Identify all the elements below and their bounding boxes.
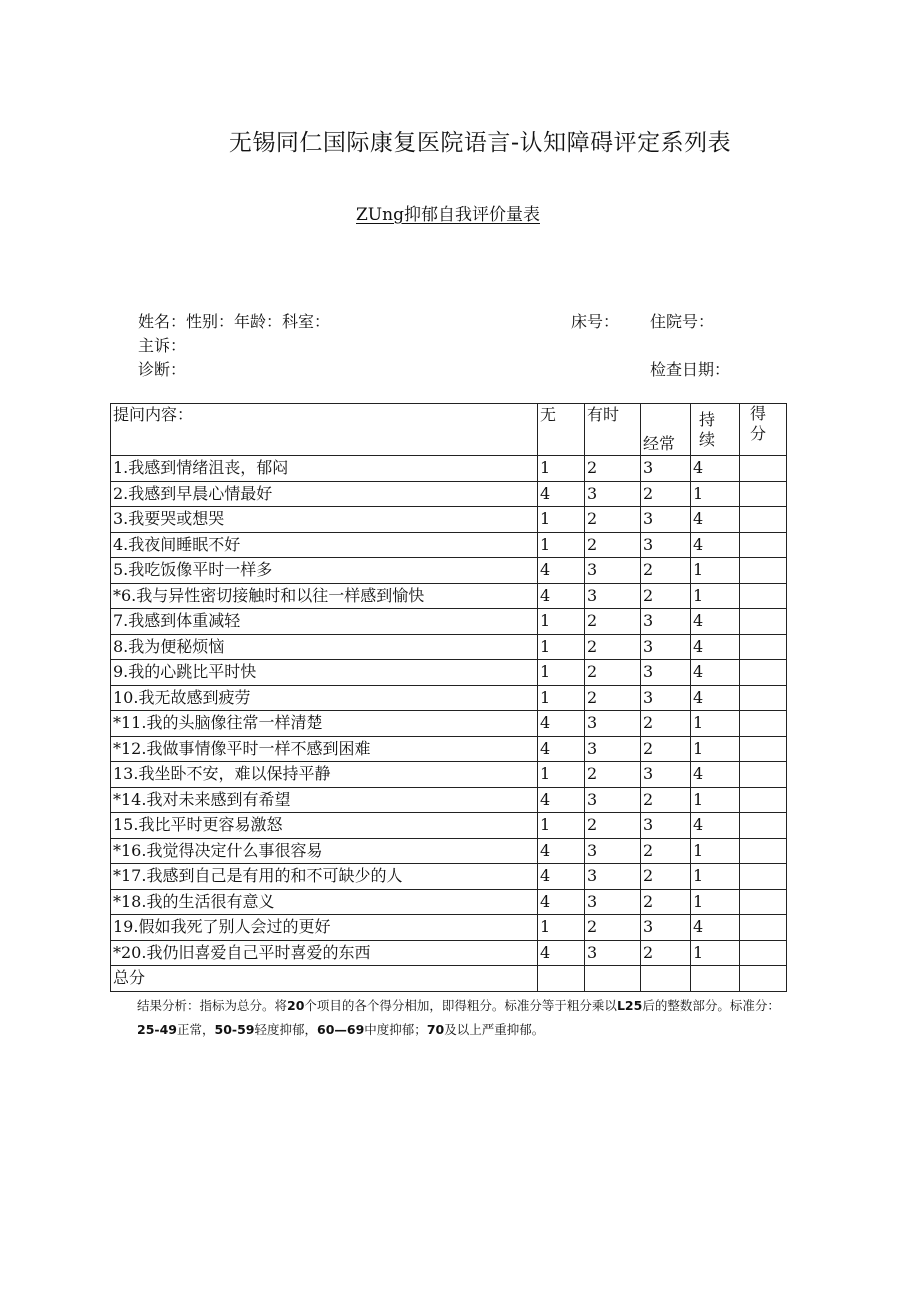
chief-complaint-label: 主诉： xyxy=(138,336,187,355)
none-score-cell: 1 xyxy=(538,507,585,533)
total-entry-cell[interactable] xyxy=(585,966,641,992)
none-score-cell: 1 xyxy=(538,762,585,788)
often-score-cell: 3 xyxy=(641,507,691,533)
none-score-cell: 1 xyxy=(538,532,585,558)
sometimes-score-cell: 2 xyxy=(585,660,641,686)
sometimes-score-cell: 3 xyxy=(585,583,641,609)
sometimes-score-cell: 3 xyxy=(585,940,641,966)
score-entry-cell[interactable] xyxy=(740,940,787,966)
table-row xyxy=(111,685,787,711)
score-entry-cell[interactable] xyxy=(740,838,787,864)
none-score-cell: 1 xyxy=(538,915,585,941)
sometimes-score-cell: 3 xyxy=(585,711,641,737)
question-cell: 3.我要哭或想哭 xyxy=(111,507,538,533)
continuous-score-cell: 1 xyxy=(691,583,740,609)
none-score-cell: 1 xyxy=(538,609,585,635)
header-question: 提问内容： xyxy=(111,404,538,456)
admission-number-label: 住院号： xyxy=(650,312,715,331)
often-score-cell: 2 xyxy=(641,736,691,762)
question-cell: *16.我觉得决定什么事很容易 xyxy=(111,838,538,864)
continuous-score-cell: 4 xyxy=(691,507,740,533)
sometimes-score-cell: 2 xyxy=(585,456,641,482)
sometimes-score-cell: 2 xyxy=(585,507,641,533)
question-cell: 4.我夜间睡眠不好 xyxy=(111,532,538,558)
sometimes-score-cell: 2 xyxy=(585,609,641,635)
table-row xyxy=(111,940,787,966)
sometimes-score-cell: 3 xyxy=(585,838,641,864)
none-score-cell: 4 xyxy=(538,481,585,507)
none-score-cell: 4 xyxy=(538,864,585,890)
score-entry-cell[interactable] xyxy=(740,507,787,533)
score-entry-cell[interactable] xyxy=(740,711,787,737)
score-entry-cell[interactable] xyxy=(740,634,787,660)
sometimes-score-cell: 2 xyxy=(585,532,641,558)
none-score-cell: 4 xyxy=(538,889,585,915)
often-score-cell: 2 xyxy=(641,787,691,813)
score-entry-cell[interactable] xyxy=(740,736,787,762)
bed-number-label: 床号： xyxy=(571,312,620,331)
continuous-score-cell: 4 xyxy=(691,660,740,686)
none-score-cell: 4 xyxy=(538,940,585,966)
sometimes-score-cell: 2 xyxy=(585,634,641,660)
often-score-cell: 2 xyxy=(641,838,691,864)
continuous-score-cell: 4 xyxy=(691,762,740,788)
zung-scale-table xyxy=(110,403,787,992)
none-score-cell: 4 xyxy=(538,838,585,864)
table-row xyxy=(111,481,787,507)
none-score-cell: 4 xyxy=(538,558,585,584)
often-score-cell: 3 xyxy=(641,609,691,635)
total-row xyxy=(111,966,787,992)
sometimes-score-cell: 3 xyxy=(585,558,641,584)
continuous-score-cell: 1 xyxy=(691,889,740,915)
none-score-cell: 4 xyxy=(538,711,585,737)
none-score-cell: 1 xyxy=(538,685,585,711)
continuous-score-cell: 4 xyxy=(691,685,740,711)
continuous-score-cell: 1 xyxy=(691,481,740,507)
continuous-score-cell: 1 xyxy=(691,940,740,966)
often-score-cell: 2 xyxy=(641,864,691,890)
table-row xyxy=(111,456,787,482)
question-cell: 2.我感到早晨心情最好 xyxy=(111,481,538,507)
table-row xyxy=(111,762,787,788)
continuous-score-cell: 4 xyxy=(691,609,740,635)
sometimes-score-cell: 3 xyxy=(585,736,641,762)
sometimes-score-cell: 3 xyxy=(585,864,641,890)
score-entry-cell[interactable] xyxy=(740,481,787,507)
table-row xyxy=(111,711,787,737)
none-score-cell: 4 xyxy=(538,787,585,813)
often-score-cell: 2 xyxy=(641,711,691,737)
question-cell: 5.我吃饭像平时一样多 xyxy=(111,558,538,584)
table-row xyxy=(111,889,787,915)
often-score-cell: 2 xyxy=(641,583,691,609)
question-cell: 19.假如我死了别人会过的更好 xyxy=(111,915,538,941)
question-cell: *12.我做事情像平时一样不感到困难 xyxy=(111,736,538,762)
continuous-score-cell: 4 xyxy=(691,813,740,839)
sometimes-score-cell: 2 xyxy=(585,813,641,839)
table-row xyxy=(111,660,787,686)
none-score-cell: 1 xyxy=(538,634,585,660)
continuous-score-cell: 1 xyxy=(691,711,740,737)
continuous-score-cell: 1 xyxy=(691,864,740,890)
score-entry-cell[interactable] xyxy=(740,813,787,839)
header-score: 得 分 xyxy=(740,404,787,456)
header-sometimes: 有时 xyxy=(585,404,641,456)
patient-basic-fields: 姓名：性别：年龄：科室： xyxy=(138,312,331,331)
question-cell: 1.我感到情绪沮丧，郁闷 xyxy=(111,456,538,482)
scale-subtitle: ZUng抑郁自我评价量表 xyxy=(356,205,540,225)
score-entry-cell[interactable] xyxy=(740,787,787,813)
table-row xyxy=(111,532,787,558)
often-score-cell: 2 xyxy=(641,481,691,507)
table-header-row xyxy=(111,404,787,456)
total-entry-cell[interactable] xyxy=(538,966,585,992)
score-entry-cell[interactable] xyxy=(740,762,787,788)
continuous-score-cell: 4 xyxy=(691,915,740,941)
header-often: 经常 xyxy=(641,404,691,456)
table-row xyxy=(111,634,787,660)
score-entry-cell[interactable] xyxy=(740,660,787,686)
continuous-score-cell: 1 xyxy=(691,736,740,762)
often-score-cell: 2 xyxy=(641,558,691,584)
question-cell: 9.我的心跳比平时快 xyxy=(111,660,538,686)
question-cell: *6.我与异性密切接触时和以往一样感到愉快 xyxy=(111,583,538,609)
continuous-score-cell: 1 xyxy=(691,787,740,813)
table-row xyxy=(111,558,787,584)
total-entry-cell[interactable] xyxy=(740,966,787,992)
score-entry-cell[interactable] xyxy=(740,532,787,558)
table-row xyxy=(111,787,787,813)
total-entry-cell[interactable] xyxy=(691,966,740,992)
often-score-cell: 3 xyxy=(641,634,691,660)
none-score-cell: 4 xyxy=(538,736,585,762)
often-score-cell: 2 xyxy=(641,940,691,966)
none-score-cell: 4 xyxy=(538,583,585,609)
none-score-cell: 1 xyxy=(538,660,585,686)
continuous-score-cell: 4 xyxy=(691,634,740,660)
score-entry-cell[interactable] xyxy=(740,558,787,584)
header-continuous: 持 续 xyxy=(691,404,740,456)
continuous-score-cell: 4 xyxy=(691,532,740,558)
sometimes-score-cell: 3 xyxy=(585,481,641,507)
score-entry-cell[interactable] xyxy=(740,889,787,915)
often-score-cell: 3 xyxy=(641,813,691,839)
question-cell: *11.我的头脑像往常一样清楚 xyxy=(111,711,538,737)
question-cell: 10.我无故感到疲劳 xyxy=(111,685,538,711)
score-entry-cell[interactable] xyxy=(740,864,787,890)
result-analysis-note: 结果分析：指标为总分。将20个项目的各个得分相加，即得粗分。标准分等于粗分乘以L25后的整数部分。标准分：25-49正常，50-59轻度抑郁，60—69中度抑郁；70及以上严重抑郁。 xyxy=(137,998,780,1037)
question-cell: *17.我感到自己是有用的和不可缺少的人 xyxy=(111,864,538,890)
score-entry-cell[interactable] xyxy=(740,685,787,711)
table-row xyxy=(111,813,787,839)
score-entry-cell[interactable] xyxy=(740,609,787,635)
exam-date-label: 检查日期： xyxy=(650,360,731,379)
often-score-cell: 3 xyxy=(641,762,691,788)
continuous-score-cell: 1 xyxy=(691,838,740,864)
header-none: 无 xyxy=(538,404,585,456)
question-cell: *20.我仍旧喜爱自己平时喜爱的东西 xyxy=(111,940,538,966)
none-score-cell: 1 xyxy=(538,813,585,839)
question-cell: *18.我的生活很有意义 xyxy=(111,889,538,915)
table-row xyxy=(111,609,787,635)
question-cell: 7.我感到体重减轻 xyxy=(111,609,538,635)
none-score-cell: 1 xyxy=(538,456,585,482)
sometimes-score-cell: 3 xyxy=(585,787,641,813)
sometimes-score-cell: 2 xyxy=(585,915,641,941)
table-row xyxy=(111,736,787,762)
table-row xyxy=(111,583,787,609)
score-entry-cell[interactable] xyxy=(740,456,787,482)
question-cell: 13.我坐卧不安，难以保持平静 xyxy=(111,762,538,788)
continuous-score-cell: 4 xyxy=(691,456,740,482)
often-score-cell: 2 xyxy=(641,889,691,915)
question-cell: 15.我比平时更容易激怒 xyxy=(111,813,538,839)
table-row xyxy=(111,915,787,941)
diagnosis-label: 诊断： xyxy=(138,360,187,379)
table-row xyxy=(111,864,787,890)
question-cell: *14.我对未来感到有希望 xyxy=(111,787,538,813)
score-entry-cell[interactable] xyxy=(740,915,787,941)
document-title: 无锡同仁国际康复医院语言-认知障碍评定系列表 xyxy=(228,130,732,156)
total-label: 总分 xyxy=(111,966,538,992)
sometimes-score-cell: 3 xyxy=(585,889,641,915)
often-score-cell: 3 xyxy=(641,456,691,482)
often-score-cell: 3 xyxy=(641,660,691,686)
continuous-score-cell: 1 xyxy=(691,558,740,584)
question-cell: 8.我为便秘烦恼 xyxy=(111,634,538,660)
often-score-cell: 3 xyxy=(641,685,691,711)
total-entry-cell[interactable] xyxy=(641,966,691,992)
sometimes-score-cell: 2 xyxy=(585,762,641,788)
table-row xyxy=(111,507,787,533)
often-score-cell: 3 xyxy=(641,915,691,941)
score-entry-cell[interactable] xyxy=(740,583,787,609)
sometimes-score-cell: 2 xyxy=(585,685,641,711)
often-score-cell: 3 xyxy=(641,532,691,558)
table-row xyxy=(111,838,787,864)
